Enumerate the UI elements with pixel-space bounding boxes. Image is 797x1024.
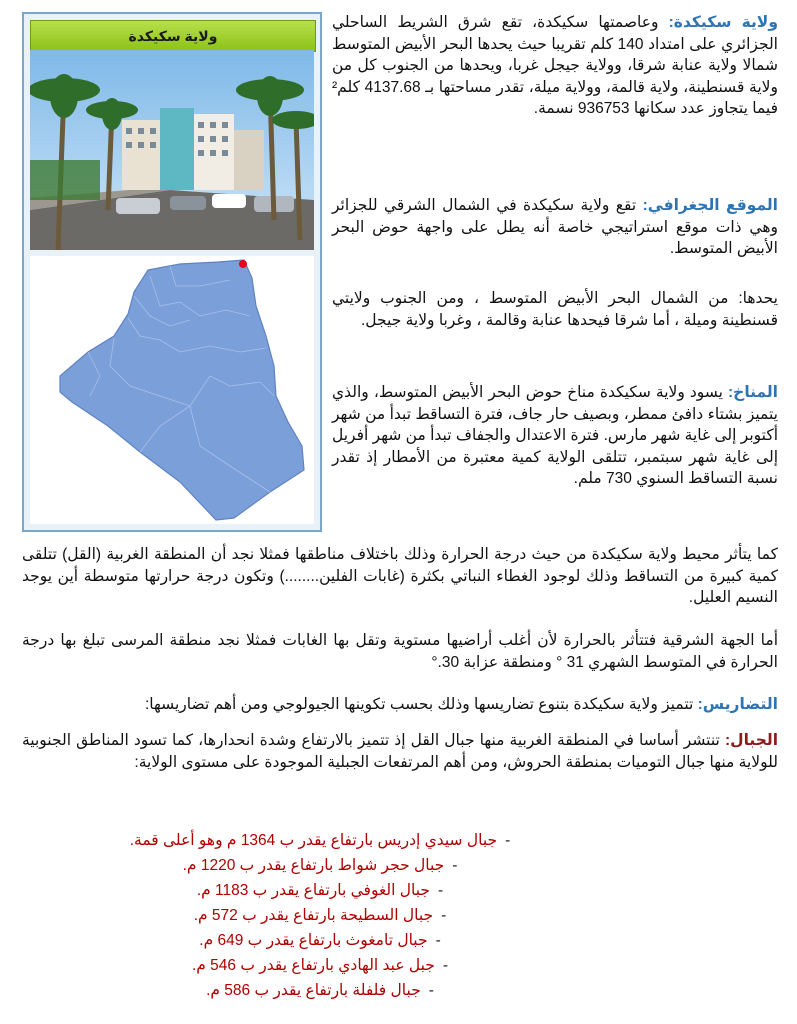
- list-item-text: جبال الغوفي بارتفاع يقدر ب 1183 م.: [196, 882, 431, 899]
- location-heading: الموقع الجغرافي:: [642, 197, 778, 214]
- mountains-list: [22, 828, 778, 1003]
- skikda-highlight: [239, 260, 247, 268]
- relief-text: تتميز ولاية سكيكدة بتنوع تضاريسها وذلك بحسب تكوينها الجيولوجي ومن أهم تضاريسها:: [144, 696, 698, 713]
- list-item: [22, 853, 778, 878]
- list-bullet: -: [442, 957, 449, 974]
- algeria-shape: [60, 260, 304, 520]
- climate-heading: المناخ:: [727, 384, 778, 401]
- sidebar-box: [22, 12, 322, 532]
- intro-paragraph: [332, 12, 778, 120]
- climate-text: يسود ولاية سكيكدة مناخ حوض البحر الأبيض المتوسط، والذي يتميز بشتاء دافئ ممطر، وبصيف حار جاف، فترة التساقط تبدأ من شهر أكتوبر إلى غاية شهر مارس. فترة الاعتدال والجفاف تبدأ من شهر أفريل إلى غاية شهر سبتمبر، تتلقى الولاية كمية معتبرة من الأمطار إذ تقدر نسبة التساقط السنوي 730 ملم.: [332, 384, 778, 488]
- city-photo: [30, 50, 314, 250]
- list-item-text: جبال السطيحة بارتفاع يقدر ب 572 م.: [193, 907, 434, 924]
- east-paragraph: [22, 630, 778, 673]
- list-bullet: -: [438, 882, 444, 899]
- list-item: [22, 878, 778, 903]
- list-item-text: جبال تامغوث بارتفاع يقدر ب 649 م.: [199, 932, 428, 949]
- temperature-paragraph: [22, 544, 778, 609]
- algeria-map: [30, 256, 314, 524]
- list-item: [22, 828, 778, 853]
- list-item: [22, 903, 778, 928]
- list-item: [22, 978, 778, 1003]
- list-item: [22, 928, 778, 953]
- list-bullet: -: [428, 982, 434, 999]
- list-bullet: -: [441, 907, 447, 924]
- relief-paragraph: [22, 694, 778, 716]
- location-text: تقع ولاية سكيكدة في الشمال الشرقي للجزائر وهي ذات موقع استراتيجي خاصة أنه يطل على واجهة حوض البحر الأبيض المتوسط.: [332, 197, 778, 258]
- borders-text: يحدها: من الشمال البحر الأبيض المتوسط ، ومن الجنوب ولايتي قسنطينة وميلة ، أما شرقا فيحدها عنابة وقالمة ، وغربا ولاية جيجل.: [332, 290, 778, 329]
- list-bullet: -: [452, 857, 458, 874]
- sidebar-title: ولاية سكيكدة: [30, 20, 316, 52]
- mountains-text: تنتشر أساسا في المنطقة الغربية منها جبال القل إذ تتميز بالارتفاع وشدة انحدارها، كما تسود المناطق الجنوبية للولاية منها جبال التوميات بمنطقة الحروش، ومن أهم المرتفعات الجبلية الموجودة على مستوى الولاية:: [22, 732, 778, 771]
- list-item-text: جبل عبد الهادي بارتفاع يقدر ب 546 م.: [191, 957, 435, 974]
- algeria-map-illustration: [30, 256, 314, 524]
- borders-paragraph: [332, 288, 778, 331]
- mountains-paragraph: [22, 730, 778, 773]
- intro-heading: ولاية سكيكدة:: [668, 14, 778, 31]
- list-item: [22, 953, 778, 978]
- list-bullet: -: [435, 932, 441, 949]
- city-street-illustration: [30, 50, 314, 250]
- list-item-text: جبال سيدي إدريس بارتفاع يقدر ب 1364 م وهو أعلى قمة.: [129, 832, 498, 849]
- list-item-text: جبال حجر شواط بارتفاع يقدر ب 1220 م.: [182, 857, 445, 874]
- location-paragraph: [332, 195, 778, 260]
- climate-paragraph: [332, 382, 778, 490]
- east-text: أما الجهة الشرقية فتتأثر بالحرارة لأن أغلب أراضيها مستوية وتقل بها الغابات فمثلا نجد منطقة المرسى تبلغ بها درجة الحرارة في المتوسط الشهري 31 ° ومنطقة عزابة 30.°: [22, 632, 778, 671]
- list-item-text: جبال فلفلة بارتفاع يقدر ب 586 م.: [206, 982, 421, 999]
- relief-heading: التضاريس:: [697, 696, 778, 713]
- temperature-text: كما يتأثر محيط ولاية سكيكدة من حيث درجة الحرارة وذلك باختلاف مناطقها فمثلا نجد أن المنطقة الغربية (القل) تتلقى كمية كبيرة من التساقط وذلك لوجود الغطاء النباتي بكثرة (غابات الفلين........) وتكون درجة حرارتها متوسطة أين يوجد النسيم العليل.: [22, 546, 778, 607]
- mountains-heading: الجبال:: [724, 732, 779, 749]
- list-bullet: -: [505, 832, 511, 849]
- intro-text: وعاصمتها سكيكدة، تقع شرق الشريط الساحلي الجزائري على امتداد 140 كلم تقريبا حيث يحدها البحر الأبيض المتوسط شمالا ولاية عنابة شرقا، وولاية جيجل غربا، ويحدها من الجنوب كل من ولاية قسنطينة، ولاية قالمة، وولاية ميلة، تقدر مساحتها بـ 4137.68 كلم² فيما يتجاوز عدد سكانها 936753 نسمة.: [332, 14, 778, 118]
